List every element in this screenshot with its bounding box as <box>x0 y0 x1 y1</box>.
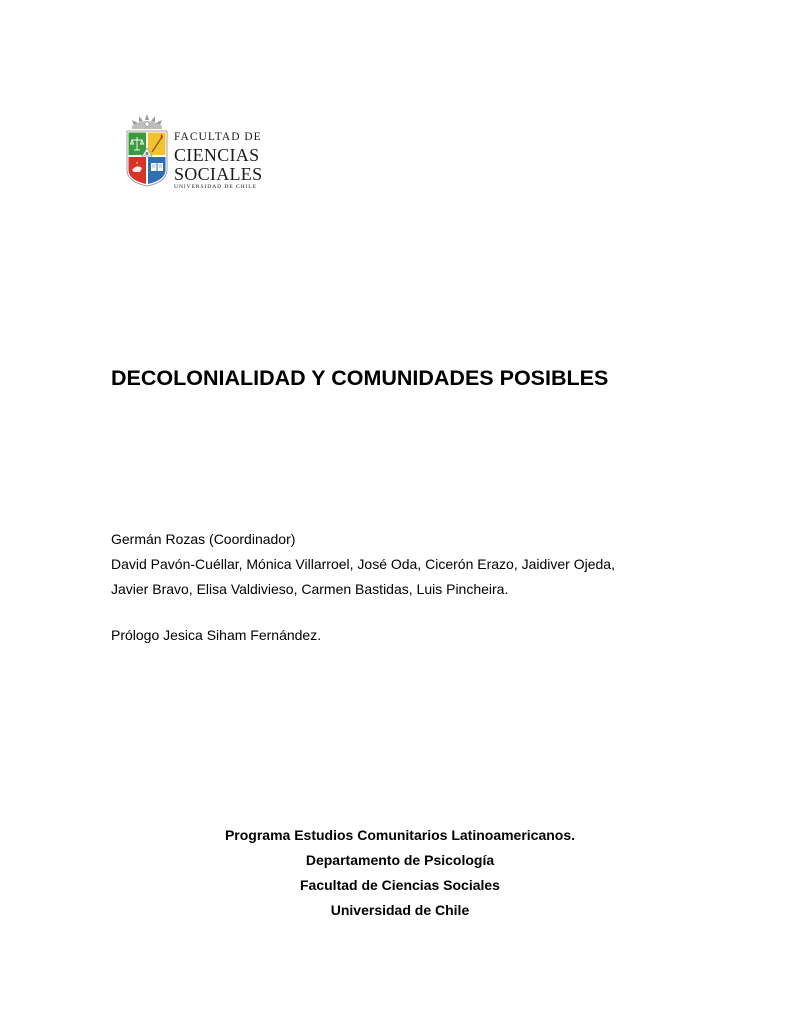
department-name: Departamento de Psicología <box>305 852 495 868</box>
logo-line-university: UNIVERSIDAD DE CHILE <box>174 183 257 190</box>
faculty-logo <box>124 110 274 192</box>
institution-footer <box>0 823 800 923</box>
faculty-wordmark <box>174 132 262 190</box>
authors-line: David Pavón-Cuéllar, Mónica Villarroel, José Oda, Cicerón Erazo, Jaidiver Ojeda, <box>111 556 615 572</box>
logo-line-faculty-of: FACULTAD DE <box>174 131 262 143</box>
book-title: DECOLONIALIDAD Y COMUNIDADES POSIBLES <box>111 366 609 390</box>
university-name: Universidad de Chile <box>330 902 470 918</box>
program-name: Programa Estudios Comunitarios Latinoamericanos. <box>224 827 576 843</box>
prologue-line: Prólogo Jesica Siham Fernández. <box>111 627 322 643</box>
authors-block <box>111 527 615 602</box>
logo-line-sciences: CIENCIAS <box>174 144 260 165</box>
university-seal-icon <box>124 110 170 190</box>
authors-line: Javier Bravo, Elisa Valdivieso, Carmen Bastidas, Luis Pincheira. <box>111 581 509 597</box>
faculty-name: Facultad de Ciencias Sociales <box>300 877 500 893</box>
coordinator-line: Germán Rozas (Coordinador) <box>111 531 296 547</box>
logo-line-social: SOCIALES <box>174 163 263 184</box>
